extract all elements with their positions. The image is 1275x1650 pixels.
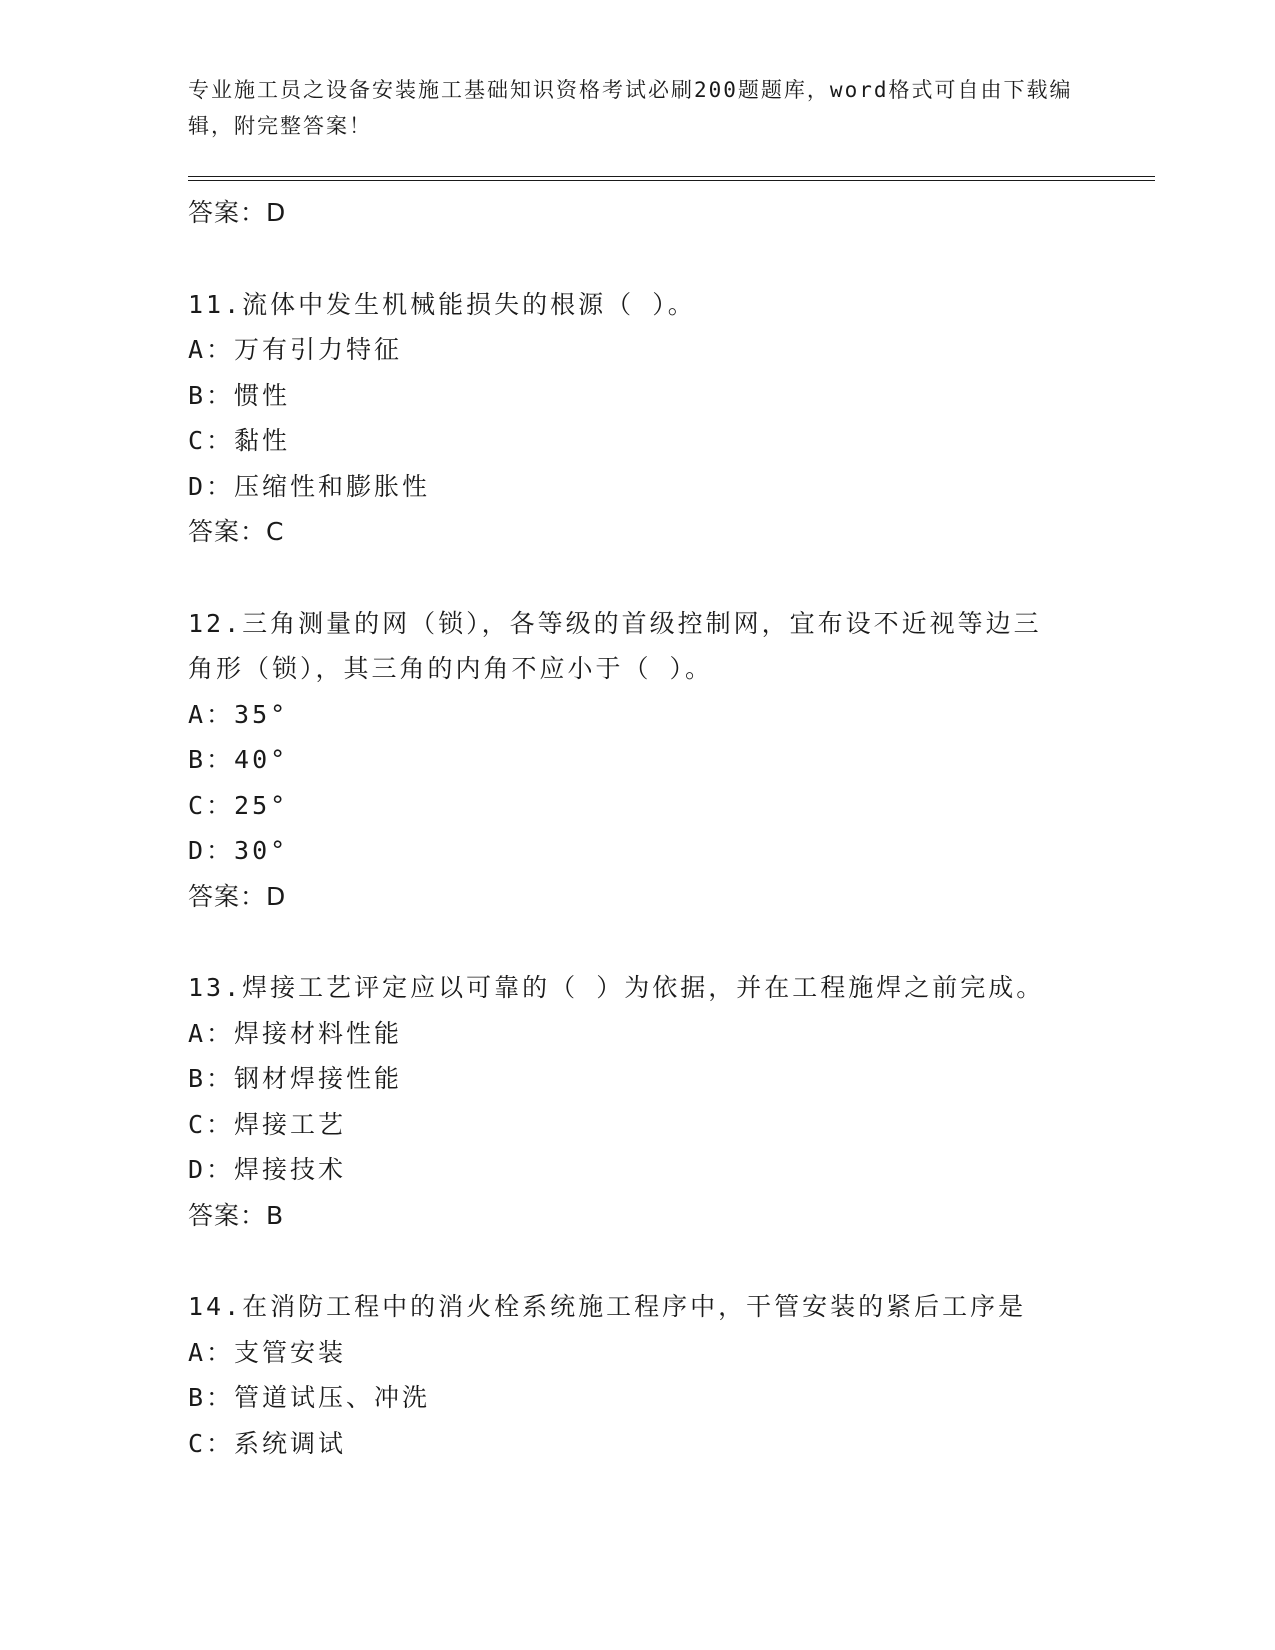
question-stem-continued: 角形（锁），其三角的内角不应小于（ ）。 bbox=[188, 654, 714, 683]
header-divider bbox=[188, 176, 1155, 181]
answer-line: 答案：C bbox=[188, 517, 285, 546]
option-d: D：焊接技术 bbox=[188, 1155, 347, 1184]
question-stem: 14.在消防工程中的消火栓系统施工程序中，干管安装的紧后工序是 bbox=[188, 1292, 1027, 1321]
option-a: A：支管安装 bbox=[188, 1337, 347, 1367]
option-d: D：30° bbox=[188, 836, 289, 865]
answer-line: 答案：D bbox=[188, 881, 287, 911]
question-stem: 13.焊接工艺评定应以可靠的（ ）为依据，并在工程施焊之前完成。 bbox=[188, 973, 1045, 1002]
option-b: B：40° bbox=[188, 745, 289, 774]
option-b: B：钢材焊接性能 bbox=[188, 1064, 403, 1093]
document-title: 专业施工员之设备安装施工基础知识资格考试必刷200题题库，word格式可自由下载编辑，附完整答案！ bbox=[188, 78, 1073, 138]
question-stem: 11.流体中发生机械能损失的根源（ ）。 bbox=[188, 289, 696, 319]
option-a: A：万有引力特征 bbox=[188, 335, 403, 364]
question-block bbox=[188, 1284, 1148, 1466]
option-a: A：焊接材料性能 bbox=[188, 1018, 403, 1048]
option-b: B：管道试压、冲洗 bbox=[188, 1383, 431, 1412]
option-a: A：35° bbox=[188, 699, 289, 729]
option-b: B：惯性 bbox=[188, 380, 291, 410]
question-block bbox=[188, 601, 1148, 920]
question-block bbox=[188, 965, 1148, 1238]
answer-line: 答案：D bbox=[188, 198, 287, 227]
question-block bbox=[188, 282, 1148, 555]
question-stem: 12.三角测量的网（锁），各等级的首级控制网，宜布设不近视等边三 bbox=[188, 608, 1042, 638]
option-c: C：焊接工艺 bbox=[188, 1109, 347, 1139]
option-c: C：黏性 bbox=[188, 426, 291, 455]
option-c: C：系统调试 bbox=[188, 1428, 347, 1458]
option-d: D：压缩性和膨胀性 bbox=[188, 471, 431, 501]
answer-line: 答案：B bbox=[188, 1200, 285, 1230]
option-c: C：25° bbox=[188, 790, 289, 820]
question-list bbox=[188, 190, 1148, 1466]
